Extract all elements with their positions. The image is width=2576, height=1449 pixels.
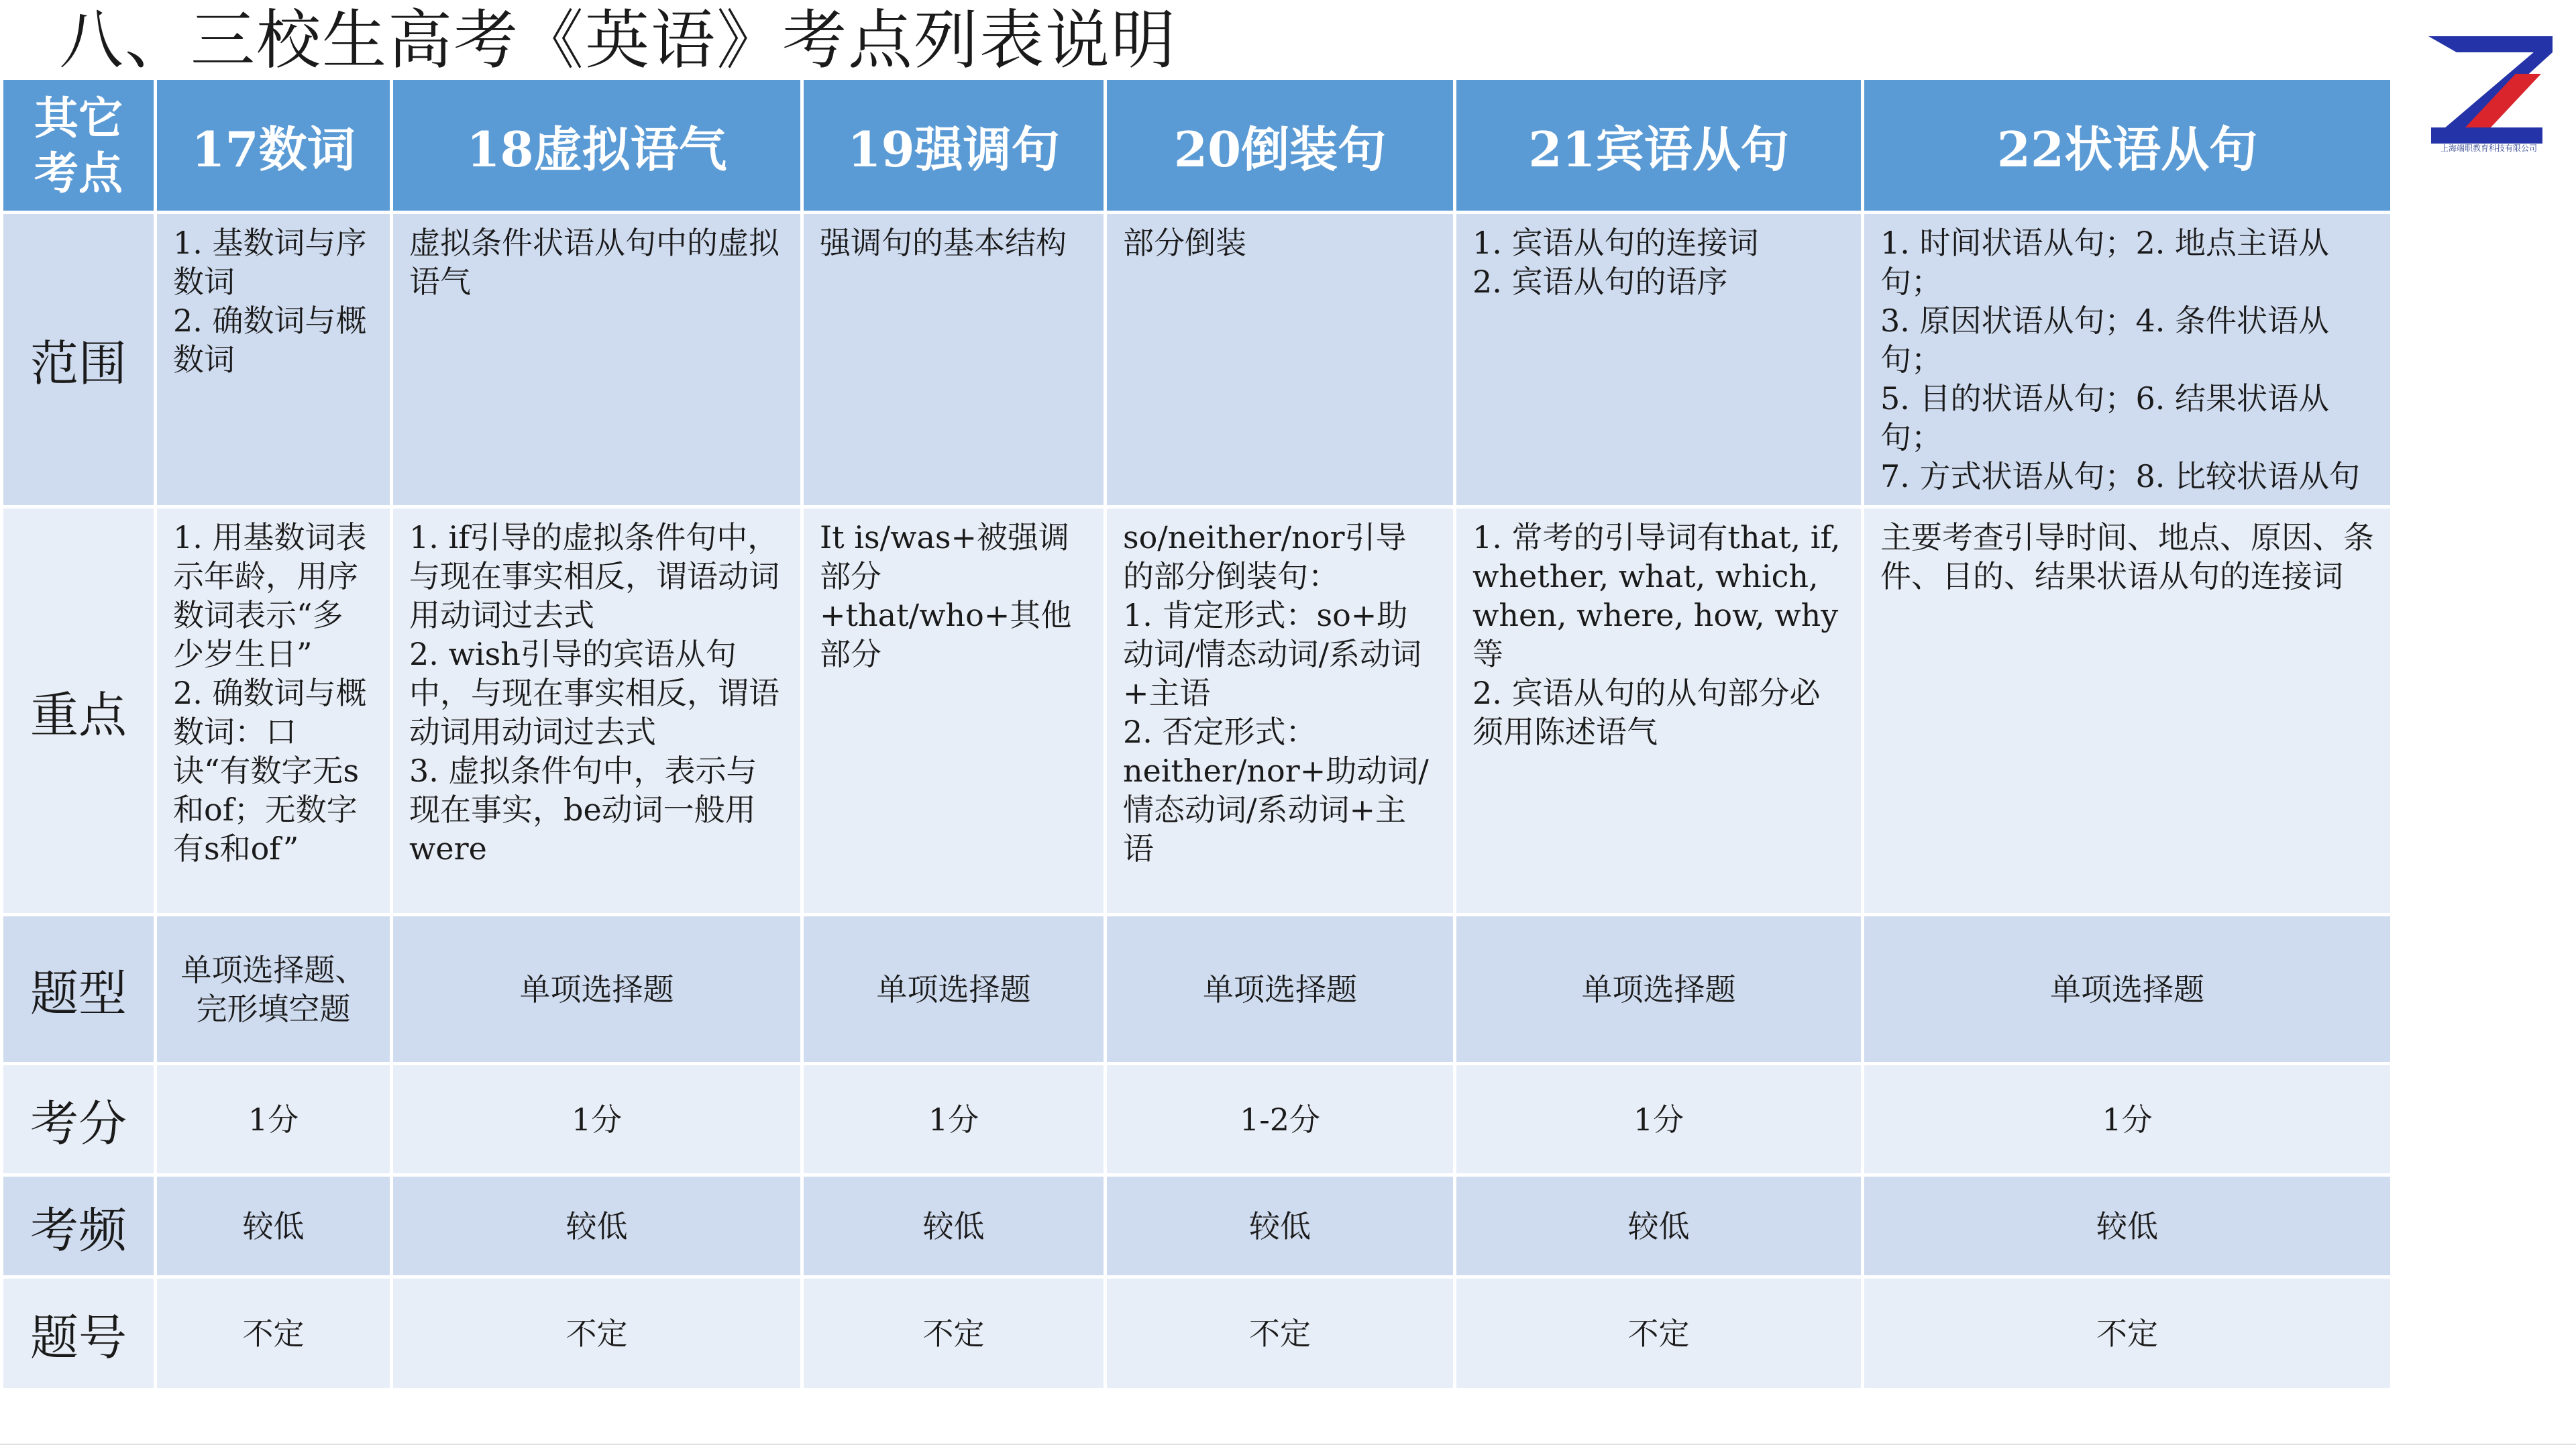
table-cell: 较低 <box>802 1175 1106 1277</box>
table-row <box>2 1175 2392 1277</box>
cell-line: 7. 方式状语从句；8. 比较状语从句 <box>1880 458 2361 494</box>
table-cell: 较低 <box>1863 1175 2392 1277</box>
row-label: 考分 <box>2 1064 156 1175</box>
cell-line: 主要考查引导时间、地点、原因、条件、目的、结果状语从句的连接词 <box>1880 519 2374 594</box>
z-logo-icon <box>2415 27 2563 161</box>
cell-line: 2. 确数词与概数词 <box>173 303 367 378</box>
table-cell: 单项选择题 <box>1106 915 1455 1064</box>
cell-line: 1. 宾语从句的连接词 <box>1472 225 1759 261</box>
table-cell: 1分 <box>392 1064 802 1175</box>
table-cell <box>802 213 1106 507</box>
row-label: 考频 <box>2 1175 156 1277</box>
table-cell <box>1106 213 1455 507</box>
table-row <box>2 915 2392 1064</box>
table-cell <box>1863 507 2392 915</box>
cell-line: 虚拟条件状语从句中的虚拟语气 <box>409 225 780 300</box>
header-row <box>2 78 2392 213</box>
table-row <box>2 507 2392 915</box>
table-cell: 1分 <box>1455 1064 1863 1175</box>
table-cell: 不定 <box>392 1277 802 1390</box>
z-logo-graphic <box>2415 27 2563 161</box>
table-cell: 不定 <box>1455 1277 1863 1390</box>
cell-line: 1. 肯定形式：so+助动词/情态动词/系动词+主语 <box>1123 597 1421 711</box>
row-label: 重点 <box>2 507 156 915</box>
table-cell <box>1106 507 1455 915</box>
cell-line: 1. 用基数词表示年龄，用序数词表示“多少岁生日” <box>173 519 367 672</box>
table-cell <box>1455 213 1863 507</box>
corner-header <box>2 78 156 213</box>
table-cell: 较低 <box>392 1175 802 1277</box>
table-cell: 1分 <box>1863 1064 2392 1175</box>
row-label: 题型 <box>2 915 156 1064</box>
table-cell: 1-2分 <box>1106 1064 1455 1175</box>
table-row <box>2 213 2392 507</box>
cell-line: 2. wish引导的宾语从句中，与现在事实相反，谓语动词用动词过去式 <box>409 636 780 750</box>
cell-line: 1. 时间状语从句；2. 地点主语从句； <box>1880 225 2330 300</box>
table-cell: 单项选择题 <box>392 915 802 1064</box>
cell-line: 强调句的基本结构 <box>820 225 1067 261</box>
cell-line: It is/was+被强调部分+that/who+其他部分 <box>820 519 1072 672</box>
table-row <box>2 1277 2392 1390</box>
cell-line: 3. 原因状语从句；4. 条件状语从句； <box>1880 303 2330 378</box>
corner-label-line: 考点 <box>34 146 123 199</box>
cell-line: 5. 目的状语从句；6. 结果状语从句； <box>1880 380 2330 455</box>
column-header: 21宾语从句 <box>1455 78 1863 213</box>
table-cell: 不定 <box>156 1277 392 1390</box>
table-cell: 单项选择题 <box>802 915 1106 1064</box>
table-cell <box>1863 213 2392 507</box>
table-cell <box>392 507 802 915</box>
table-row <box>2 1064 2392 1175</box>
table-cell <box>156 213 392 507</box>
table-cell: 较低 <box>156 1175 392 1277</box>
corner-label-line: 其它 <box>34 91 123 144</box>
column-header: 19强调句 <box>802 78 1106 213</box>
cell-line: 2. 确数词与概数词：口诀“有数字无s和of；无数字有s和of” <box>173 675 367 867</box>
column-header: 22状语从句 <box>1863 78 2392 213</box>
table-cell: 1分 <box>156 1064 392 1175</box>
table-cell: 1分 <box>802 1064 1106 1175</box>
table-cell <box>1455 507 1863 915</box>
cell-line: 2. 宾语从句的从句部分必须用陈述语气 <box>1472 675 1821 750</box>
column-header: 18虚拟语气 <box>392 78 802 213</box>
table-cell: 较低 <box>1455 1175 1863 1277</box>
column-header: 20倒装句 <box>1106 78 1455 213</box>
cell-line: 2. 宾语从句的语序 <box>1472 264 1728 300</box>
row-label: 范围 <box>2 213 156 507</box>
table-cell <box>392 213 802 507</box>
table-cell: 较低 <box>1106 1175 1455 1277</box>
cell-line: 2. 否定形式：neither/nor+助动词/情态动词/系动词+主语 <box>1123 714 1429 867</box>
logo-caption: 上海端职教育科技有限公司 <box>2440 144 2537 153</box>
table-cell: 单项选择题 <box>1455 915 1863 1064</box>
row-label: 题号 <box>2 1277 156 1390</box>
cell-line: 部分倒装 <box>1123 225 1246 261</box>
table-cell: 不定 <box>802 1277 1106 1390</box>
bottom-divider <box>0 1444 2576 1445</box>
page-title: 八、三校生高考《英语》考点列表说明 <box>59 3 1177 78</box>
cell-line: so/neither/nor引导的部分倒装句： <box>1123 519 1407 594</box>
table-cell <box>802 507 1106 915</box>
cell-line: 1. 常考的引导词有that, if, whether, what, which, when, where, how, why等 <box>1472 519 1841 672</box>
table-cell: 单项选择题 <box>1863 915 2392 1064</box>
column-header: 17数词 <box>156 78 392 213</box>
table-cell: 不定 <box>1106 1277 1455 1390</box>
table-cell: 不定 <box>1863 1277 2392 1390</box>
cell-line: 1. 基数词与序数词 <box>173 225 367 300</box>
cell-line: 3. 虚拟条件句中，表示与现在事实，be动词一般用were <box>409 753 757 867</box>
exam-points-table <box>0 76 2394 1391</box>
cell-line: 1. if引导的虚拟条件句中，与现在事实相反，谓语动词用动词过去式 <box>409 519 780 633</box>
table-cell: 单项选择题、完形填空题 <box>156 915 392 1064</box>
table-cell <box>156 507 392 915</box>
